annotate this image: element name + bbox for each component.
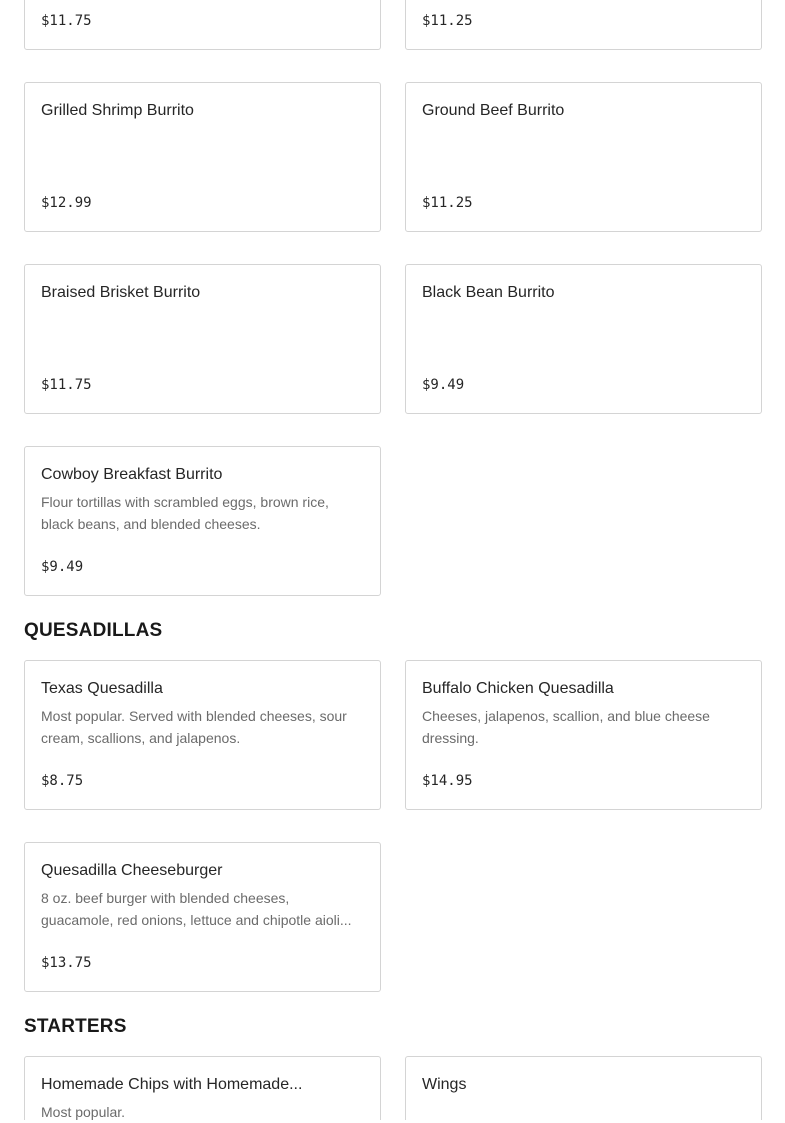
- menu-item-card[interactable]: [405, 264, 762, 414]
- menu-item-card[interactable]: [405, 0, 762, 50]
- menu-item-name: Texas Quesadilla: [41, 680, 163, 697]
- menu-item-price: $11.25: [422, 13, 473, 29]
- section-title-starters: STARTERS: [24, 1016, 127, 1037]
- menu-item-card[interactable]: [24, 660, 381, 810]
- menu-item-card[interactable]: [405, 82, 762, 232]
- menu-item-card[interactable]: [24, 82, 381, 232]
- menu-item-card[interactable]: [24, 1056, 381, 1120]
- menu-item-card[interactable]: [24, 264, 381, 414]
- menu-item-price: $12.99: [41, 195, 92, 211]
- menu-item-card[interactable]: [24, 446, 381, 596]
- menu-item-card[interactable]: [24, 0, 381, 50]
- menu-item-name: Braised Brisket Burrito: [41, 284, 201, 301]
- menu-item-price: $9.49: [422, 377, 465, 393]
- menu-item-price: $14.95: [422, 773, 473, 789]
- menu-item-card[interactable]: [405, 1056, 762, 1120]
- menu-item-price: $8.75: [41, 773, 84, 789]
- menu-item-price: $9.49: [41, 559, 84, 575]
- menu-item-description: Cheeses, jalapenos, scallion, and blue cheese dressing.: [422, 708, 710, 746]
- menu-item-description: 8 oz. beef burger with blended cheeses, guacamole, red onions, lettuce and chipotle aioli...: [41, 890, 352, 928]
- section-title-quesadillas: QUESADILLAS: [24, 620, 163, 641]
- menu-item-price: $11.75: [41, 377, 92, 393]
- menu-item-name: Grilled Shrimp Burrito: [41, 102, 194, 119]
- menu-item-name: Quesadilla Cheeseburger: [41, 862, 223, 879]
- menu-item-card[interactable]: [24, 842, 381, 992]
- menu-item-name: Buffalo Chicken Quesadilla: [422, 680, 614, 697]
- menu-item-description: Flour tortillas with scrambled eggs, brown rice, black beans, and blended cheeses.: [41, 494, 329, 532]
- menu-item-name: Ground Beef Burrito: [422, 102, 565, 119]
- menu-item-description: Most popular.: [41, 1104, 126, 1120]
- menu-item-card[interactable]: [405, 660, 762, 810]
- menu-item-name: Black Bean Burrito: [422, 284, 555, 301]
- menu-item-price: $11.25: [422, 195, 473, 211]
- menu-item-price: $13.75: [41, 955, 92, 971]
- menu-item-description: Most popular. Served with blended cheeses, sour cream, scallions, and jalapenos.: [41, 708, 347, 746]
- menu-item-name: Wings: [422, 1076, 467, 1093]
- menu-item-name: Cowboy Breakfast Burrito: [41, 466, 223, 483]
- menu-item-name: Homemade Chips with Homemade...: [41, 1076, 303, 1093]
- menu-item-price: $11.75: [41, 13, 92, 29]
